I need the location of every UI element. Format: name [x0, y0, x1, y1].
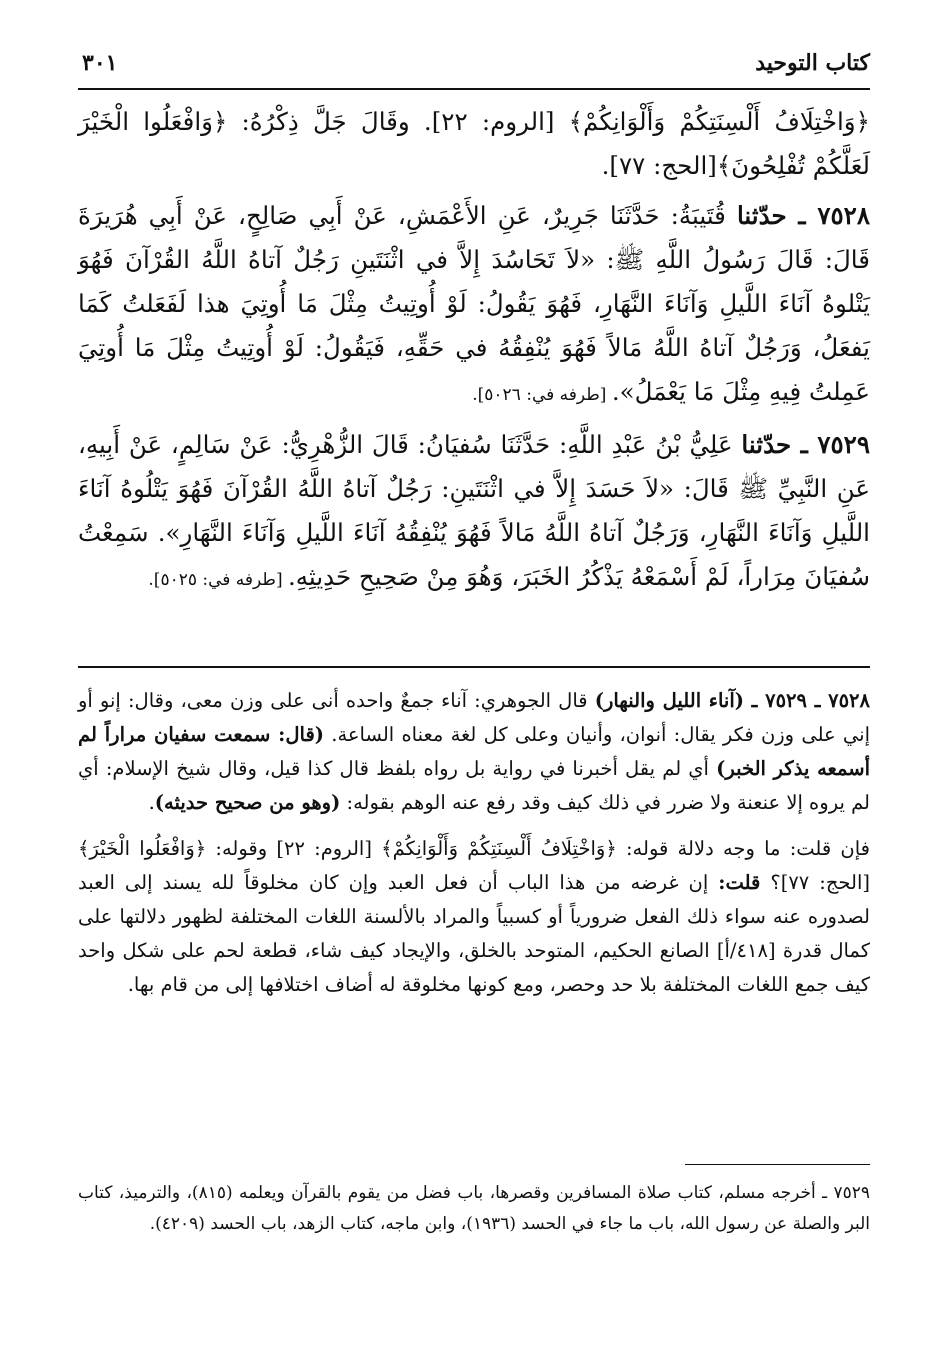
commentary-quote: (قال: سمعت سفيان مراراً لم أسمعه يذكر الخبر)	[78, 723, 870, 780]
hadith-reference: [طرفه في: ٥٠٢٥].	[148, 570, 288, 590]
commentary-text: إن غرضه من هذا الباب أن فعل العبد وإن كان مخلوقاً لله يسند إلى العبد لصدوره عنه سواء ذلك الفعل ضرورياً أو كسبياً والمراد بالألسنة اللغات المختلفة لظهور دلالتها على كمال قدرة [٤١٨/أ] الصانع الحكيم، المتوحد بالخلق، والإيجاد كيف شاء، قطعة لحم على شكل واحد كيف جمع اللغات المختلفة بلا حد وحصر، ومع كونها مخلوقة له أضاف اختلافها إلى من قام بها.	[78, 871, 870, 996]
commentary-answer-label: قلت:	[718, 871, 761, 894]
footnote-divider	[685, 1164, 870, 1165]
hadith-number: ٧٥٢٩ ـ حدّثنا	[741, 430, 870, 459]
page-number: ٣٠١	[82, 50, 118, 76]
hadith-reference: [طرفه في: ٥٠٢٦].	[472, 385, 612, 405]
main-text	[78, 100, 870, 608]
commentary-paragraph	[78, 832, 870, 1002]
running-title: كتاب التوحيد	[755, 50, 870, 76]
commentary-text: فإن قلت: ما وجه دلالة قوله: ﴿وَاخْتِلَافُ أَلْسِنَتِكُمْ وَأَلْوَانِكُمْ﴾ [الروم: ٢٢] وقوله: ﴿وَافْعَلُوا الْخَيْرَ﴾ [الحج: ٧٧]؟	[78, 837, 870, 894]
footnote-item: ٧٥٢٩ ـ أخرجه مسلم، كتاب صلاة المسافرين وقصرها، باب فضل من يقوم بالقرآن ويعلمه (٨١٥)، والترميذ، كتاب البر والصلة عن رسول الله، باب ما جاء في الحسد (١٩٣٦)، وابن ماجه، كتاب الزهد، باب الحسد (٤٢٠٩).	[78, 1183, 870, 1234]
quran-verse-paragraph	[78, 100, 870, 188]
commentary-text: أي لم يقل أخبرنا في رواية بل رواه بلفظ قال كذا قيل، وقال شيخ الإسلام: أي لم يروه إلا عنعنة ولا ضرر في ذلك كيف وقد رفع عنه الوهم بقوله:	[78, 757, 870, 814]
commentary-heading: ٧٥٢٨ ـ ٧٥٢٩ ـ (آناء الليل والنهار)	[594, 689, 871, 712]
main-divider	[78, 666, 870, 668]
hadith-text: عَلِيُّ بْنُ عَبْدِ اللَّهِ: حَدَّثَنَا سُفيَانُ: قَالَ الزُّهْرِيُّ: عَنْ سَالِمٍ، عَنْ أَبِيهِ، عَنِ النَّبِيِّ ﷺ قَالَ: «لاَ حَسَدَ إِلاَّ في اثْنَتَينِ: رَجُلٌ آتاهُ اللَّهُ القُرْآنَ فَهُوَ يَتْلُوهُ آنَاءَ اللَّيلِ وَآنَاءَ النَّهَارِ، وَرَجُلٌ آتاهُ اللَّهُ مَالاً فَهُوَ يُنْفِقُهُ آنَاءَ اللَّيلِ وَآنَاءَ النَّهَارِ». سَمِعْتُ سُفيَانَ مِرَاراً، لَمْ أَسْمَعْهُ يَذْكُرُ الخَبَرَ، وَهُوَ مِنْ صَحِيحِ حَدِيثِهِ.	[78, 430, 870, 591]
footnotes	[78, 1178, 870, 1240]
hadith-number: ٧٥٢٨ ـ حدّثنا	[736, 201, 870, 230]
verse-text: ﴿وَاخْتِلَافُ أَلْسِنَتِكُمْ وَأَلْوَانِكُمْ﴾ [الروم: ٢٢]. وقَالَ جَلَّ ذِكْرُهُ: ﴿وَافْعَلُوا الْخَيْرَ لَعَلَّكُمْ تُفْلِحُونَ﴾[الحج: ٧٧].	[78, 107, 870, 180]
hadith-7528	[78, 194, 870, 417]
page-header	[78, 42, 870, 90]
commentary-text: قال الجوهري: آناء جمعٌ واحده أنى على وزن معى، وقال: إنو أو إني على وزن فكر يقال: أنوان، وأنيان وعلى كل لغة معناه الساعة.	[78, 689, 870, 746]
commentary-quote: (وهو من صحيح حديثه)	[154, 791, 341, 814]
hadith-text: قُتَيبَةُ: حَدَّثَنَا جَرِيرٌ، عَنِ الأَعْمَشِ، عَنْ أَبِي صَالِحٍ، عَنْ أَبِي هُرَيرَةَ قَالَ: قَالَ رَسُولُ اللَّهِ ﷺ: «لاَ تَحَاسُدَ إِلاَّ في اثْنَتَينِ رَجُلٌ آتاهُ اللَّهُ القُرْآنَ فَهُوَ يَتْلوهُ آنَاءَ اللَّيلِ وَآنَاءَ النَّهَارِ، فَهُوَ يَقُولُ: لَوْ أُوتِيتُ مِثْلَ مَا أُوتِيَ هذا لَفَعَلتُ كَمَا يَفعَلُ، وَرَجُلٌ آتاهُ اللَّهُ مَالاً فَهُوَ يُنْفِقُهُ في حَقِّهِ، فَيَقُولُ: لَوْ أُوتِيتُ مِثْلَ مَا أُوتِيَ عَمِلتُ فِيهِ مِثْلَ مَا يَعْمَلُ».	[78, 201, 870, 406]
commentary-section	[78, 684, 870, 1014]
commentary-paragraph	[78, 684, 870, 820]
hadith-7529	[78, 423, 870, 602]
commentary-text: .	[148, 791, 155, 814]
